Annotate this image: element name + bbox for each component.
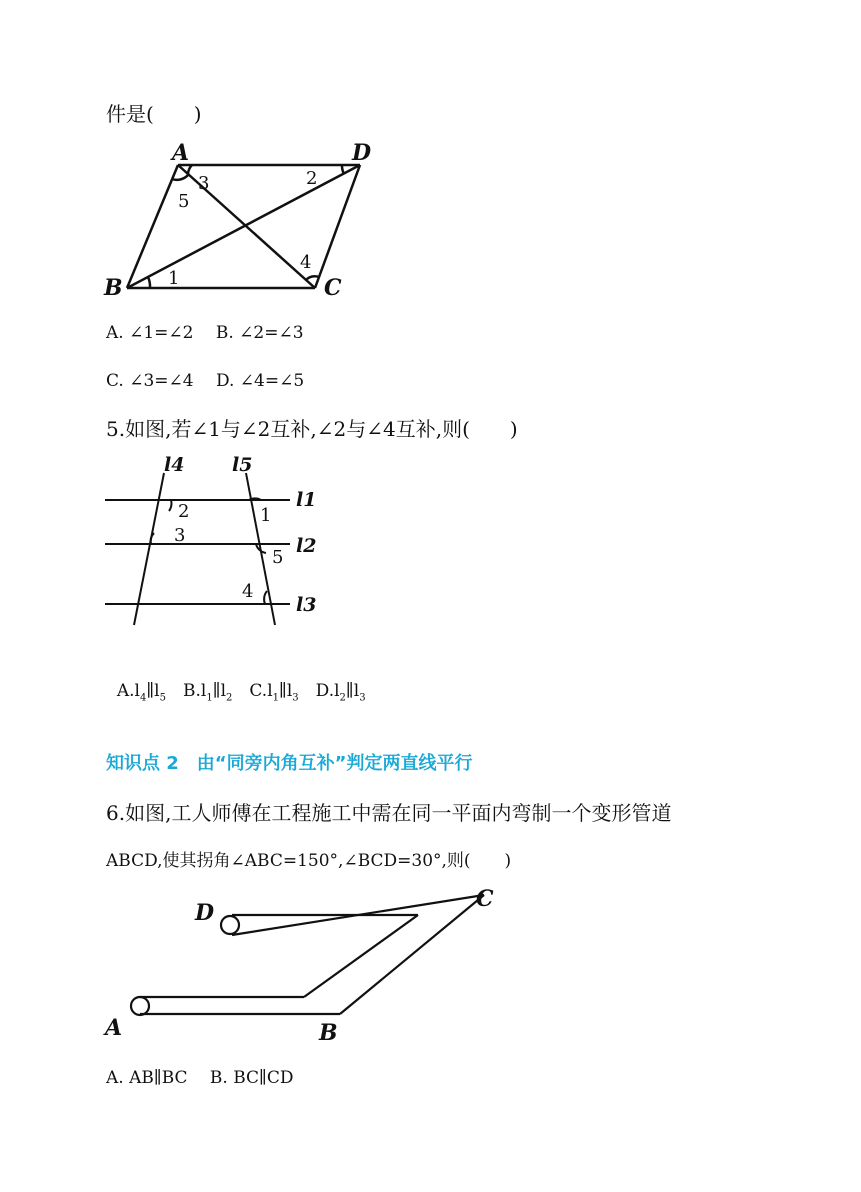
figure-pipe [100, 880, 520, 1045]
line-l2-label: l2 [296, 535, 317, 557]
line-l5-label: l5 [232, 454, 253, 476]
line-l3-label: l3 [296, 594, 317, 616]
q5-option-a: $A.l_4\parallel l_5$ [116, 681, 166, 704]
q5-options [106, 656, 366, 703]
angle-5-label: 5 [178, 191, 190, 212]
q5-option-b: $B.l_1\parallel l_2$ [182, 681, 233, 704]
angle-2-label: 2 [306, 168, 318, 189]
point-b-label: B [104, 275, 123, 301]
line-l1-label: l1 [296, 489, 317, 511]
q6-options: A. AB∥BC B. BC∥CD [106, 1068, 294, 1088]
section-heading: 知识点 2 由“同旁内角互补”判定两直线平行 [106, 753, 473, 774]
angle-3-label: 3 [174, 525, 186, 546]
point-d-label: D [352, 140, 372, 166]
point-a-label: A [105, 1015, 123, 1041]
figure-transversals [100, 455, 340, 630]
q4-options-row-1: A. ∠1=∠2 B. ∠2=∠3 [106, 323, 304, 343]
question-4-stem-tail: 件是( ) [106, 102, 202, 126]
point-b-label: B [319, 1020, 338, 1046]
line-l4-label: l4 [164, 454, 185, 476]
point-c-label: C [324, 275, 342, 301]
question-5-text: 5.如图,若∠1与∠2互补,∠2与∠4互补,则( ) [106, 417, 518, 441]
question-6-line-2: ABCD,使其拐角∠ABC=150°,∠BCD=30°,则( ) [106, 851, 512, 871]
q5-option-c: $C.l_1\parallel l_3$ [249, 681, 299, 704]
angle-3-label: 3 [198, 173, 210, 194]
point-a-label: A [172, 140, 190, 166]
angle-2-label: 2 [178, 501, 190, 522]
angle-5-label: 5 [272, 547, 284, 568]
angle-1-label: 1 [260, 505, 272, 526]
q4-options-row-2: C. ∠3=∠4 D. ∠4=∠5 [106, 371, 305, 391]
angle-4-label: 4 [242, 581, 254, 602]
point-c-label: C [476, 886, 494, 912]
q5-option-d: $D.l_2\parallel l_3$ [315, 681, 366, 704]
angle-1-label: 1 [168, 268, 180, 289]
question-6-line-1: 6.如图,工人师傅在工程施工中需在同一平面内弯制一个变形管道 [106, 801, 672, 825]
angle-4-label: 4 [300, 252, 312, 273]
figure-parallelogram [100, 140, 372, 301]
point-d-label: D [195, 900, 215, 926]
